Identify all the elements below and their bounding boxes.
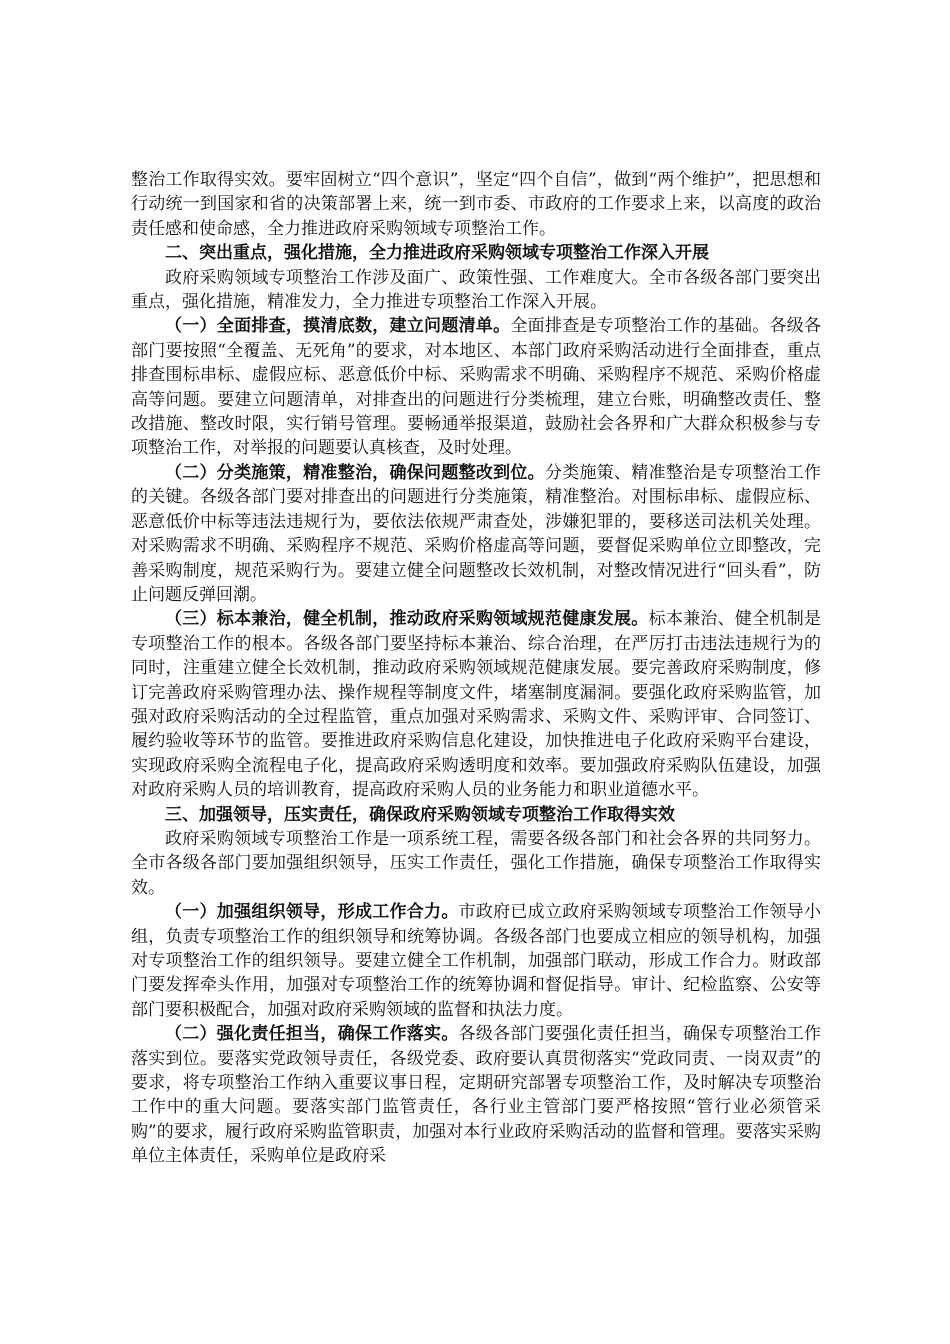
paragraph-continuation: 整治工作取得实效。要牢固树立“四个意识”，坚定“四个自信”，做到“两个维护”，把思想和行动统一到国家和省的决策部署上来，统一到市委、市政府的工作要求上来，以高度的政治责任感和使命感，全力推进政府采购领域专项整治工作。 (131, 170, 821, 239)
item-lead: （一）加强组织领导，形成工作合力。 (165, 902, 459, 923)
document-page (131, 168, 821, 1169)
section-3-intro: 政府采购领域专项整治工作是一项系统工程，需要各级各部门和社会各界的共同努力。全市各级各部门要加强组织领导，压实工作责任，强化工作措施，确保专项整治工作取得实效。 (131, 828, 821, 898)
section-3-item-2 (131, 1022, 821, 1168)
section-2-item-2 (131, 461, 821, 607)
item-lead: （一）全面排查，摸清底数，建立问题清单。 (165, 316, 511, 337)
item-body: 市政府已成立政府采购领域专项整治工作领导小组，负责专项整治工作的组织领导和统筹协调。各级各部门也要成立相应的领导机构，加强对专项整治工作的组织领导。要建立健全工作机制，加强部门联动，形成工作合力。财政部门要发挥牵头作用，加强对专项整治工作的统筹协调和督促指导。审计、纪检监察、公安等部门要积极配合，加强对政府采购领域的监督和执法力度。 (131, 902, 821, 1020)
section-2-item-3 (131, 607, 821, 802)
item-body: 标本兼治、健全机制是专项整治工作的根本。各级各部门要坚持标本兼治、综合治理，在严厉打击违法违规行为的同时，注重建立健全长效机制，推动政府采购领域规范健康发展。要完善政府采购制度，修订完善政府采购管理办法、操作规程等制度文件，堵塞制度漏洞。要强化政府采购监管，加强对政府采购活动的全过程监管，重点加强对采购需求、采购文件、采购评审、合同签订、履约验收等环节的监管。要推进政府采购信息化建设，加快推进电子化政府采购平台建设，实现政府采购全流程电子化，提高政府采购透明度和效率。要加强政府采购队伍建设，加强对政府采购人员的培训教育，提高政府采购人员的业务能力和职业道德水平。 (131, 609, 822, 801)
section-2-intro: 政府采购领域专项整治工作涉及面广、政策性强、工作难度大。全市各级各部门要突出重点，强化措施，精准发力，全力推进专项整治工作深入开展。 (131, 267, 821, 313)
section-3-item-1 (131, 900, 821, 1022)
item-body: 分类施策、精准整治是专项整治工作的关键。各级各部门要对排查出的问题进行分类施策，精准整治。对围标串标、虚假应标、恶意低价中标等违法违规行为，要依法依规严肃查处，涉嫌犯罪的，要移送司法机关处理。对采购需求不明确、采购程序不规范、采购价格虚高等问题，要督促采购单位立即整改，完善采购制度，规范采购行为。要建立健全问题整改长效机制，对整改情况进行“回头看”，防止问题反弹回潮。 (131, 462, 822, 605)
item-lead: （二）强化责任担当，确保工作落实。 (165, 1024, 459, 1045)
section-heading-3: 三、加强领导，压实责任，确保政府采购领域专项整治工作取得实效 (165, 804, 675, 825)
item-body: 各级各部门要强化责任担当，确保专项整治工作落实到位。要落实党政领导责任，各级党委、政府要认真贯彻落实“党政同责、一岗双责”的要求，将专项整治工作纳入重要议事日程，定期研究部署专项整治工作，及时解决专项整治工作中的重大问题。要落实部门监管责任，各行业主管部门要严格按照“管行业必须管采购”的要求，履行政府采购监管职责，加强对本行业政府采购活动的监督和管理。要落实采购单位主体责任，采购单位是政府采 (131, 1024, 821, 1167)
section-2-item-1 (131, 314, 821, 460)
section-heading-2: 二、突出重点，强化措施，全力推进政府采购领域专项整治工作深入开展 (165, 243, 709, 264)
item-lead: （二）分类施策，精准整治，确保问题整改到位。 (165, 462, 545, 483)
item-body: 全面排查是专项整治工作的基础。各级各部门要按照“全覆盖、无死角”的要求，对本地区、本部门政府采购活动进行全面排查，重点排查围标串标、虚假应标、恶意低价中标、采购需求不明确、采购程序不规范、采购价格虚高等问题。要建立问题清单，对排查出的问题进行分类梳理，建立台账，明确整改责任、整改措施、整改时限，实行销号管理。要畅通举报渠道，鼓励社会各界和广大群众积极参与专项整治工作，对举报的问题要认真核查，及时处理。 (131, 316, 822, 459)
item-lead: （三）标本兼治，健全机制，推动政府采购领域规范健康发展。 (165, 609, 649, 630)
